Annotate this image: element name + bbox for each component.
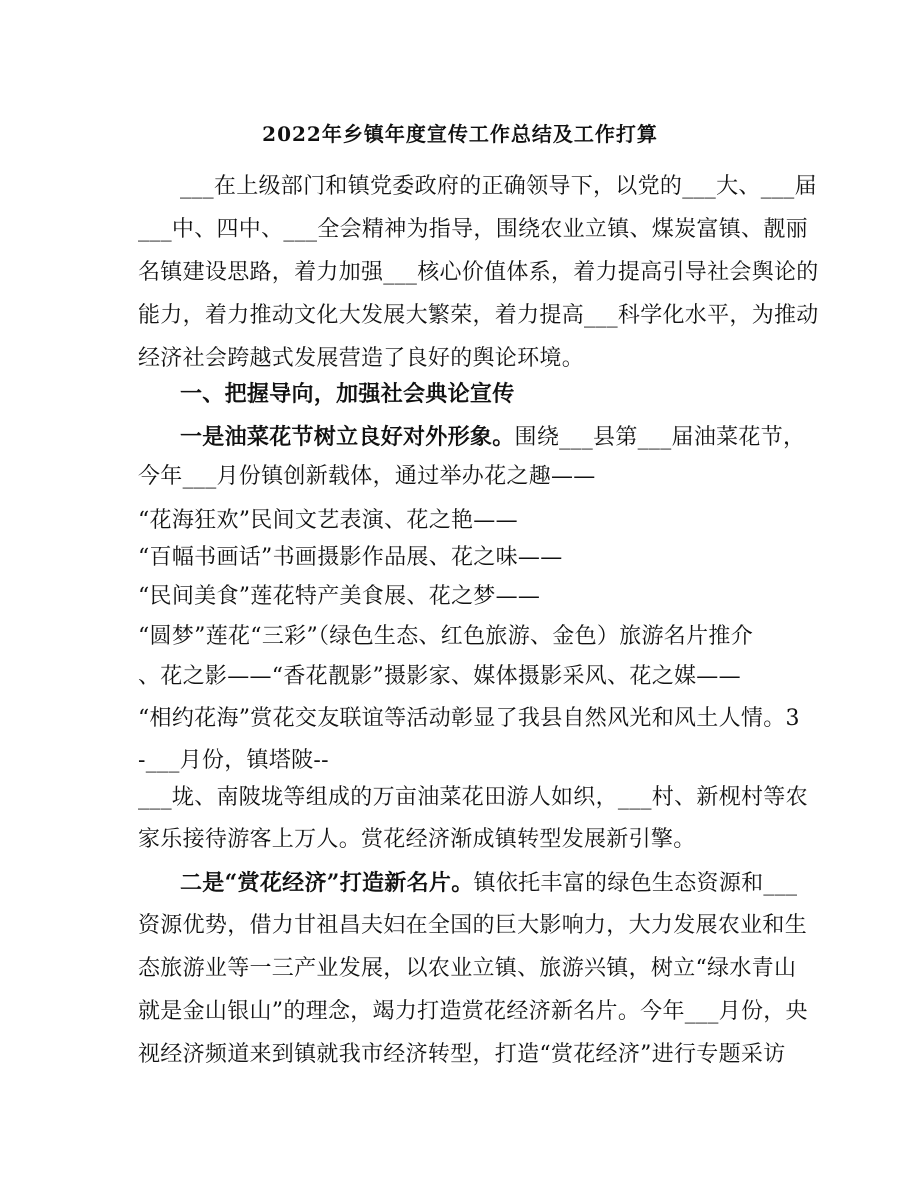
para2-line-5: 视经济频道来到镇就我市经济转型，打造“赏花经济”进行专题采访 (138, 1042, 786, 1067)
para1-line-5: “民间美食”莲花特产美食展、花之梦—— (138, 584, 541, 609)
para1-line-11: 家乐接待游客上万人。赏花经济渐成镇转型发展新引擎。 (138, 827, 696, 852)
para1-line-3: “花海狂欢”民间文艺表演、花之艳—— (138, 508, 518, 533)
para2-line-4: 就是金山银山”的理念，竭力打造赏花经济新名片。今年___月份，央 (138, 999, 808, 1024)
para1-line-1 (180, 426, 805, 449)
section-heading: 一、把握导向，加强社会典论宣传 (180, 381, 515, 407)
para1-line-2: 今年___月份镇创新载体，通过举办花之趣—— (138, 464, 596, 489)
para1-line-4: “百幅书画话”书画摄影作品展、花之味—— (138, 545, 563, 570)
para1-line-9: -___月份，镇塔陂-- (138, 748, 329, 773)
document-title: 2022年乡镇年度宣传工作总结及工作打算 (262, 122, 658, 146)
para1-line-7: 、花之影——“香花靓影”摄影家、媒体摄影采风、花之媒—— (138, 664, 741, 689)
intro-line-1: ___在上级部门和镇党委政府的正确领导下，以党的___大、___届 (180, 174, 817, 199)
para1-line-10: ___垅、南陂垅等组成的万亩油菜花田游人如织，___村、新枧村等农 (138, 785, 808, 810)
intro-line-2: ___中、四中、___全会精神为指导，围绕农业立镇、煤炭富镇、靓丽 (138, 217, 808, 242)
para2-line-2: 资源优势，借力甘祖昌夫妇在全国的巨大影响力，大力发展农业和生 (138, 913, 808, 938)
para1-line1-rest: 围绕___县第___届油菜花节， (514, 425, 806, 450)
para1-lead: 一是油菜花节树立良好对外形象。 (180, 424, 515, 450)
intro-line-3: 名镇建设思路，着力加强___核心价值体系，着力提高引导社会舆论的 (138, 260, 819, 285)
intro-line-5: 经济社会跨越式发展营造了良好的舆论环境。 (138, 346, 585, 371)
intro-line-4: 能力，着力推动文化大发展大繁荣，着力提高___科学化水平，为推动 (138, 303, 819, 328)
para2-line-3: 态旅游业等一三产业发展，以农业立镇、旅游兴镇，树立“绿水青山 (138, 956, 797, 981)
para1-line-6: “圆梦”莲花“三彩”（绿色生态、红色旅游、金色）旅游名片推介 (138, 624, 753, 649)
para2-line-1 (180, 872, 797, 895)
para1-line-8: “相约花海”赏花交友联谊等活动彰显了我县自然风光和风土人情。3 (138, 706, 800, 731)
para2-line1-rest: 镇依托丰富的绿色生态资源和___ (473, 871, 798, 896)
para2-lead: 二是“赏花经济”打造新名片。 (180, 870, 474, 896)
